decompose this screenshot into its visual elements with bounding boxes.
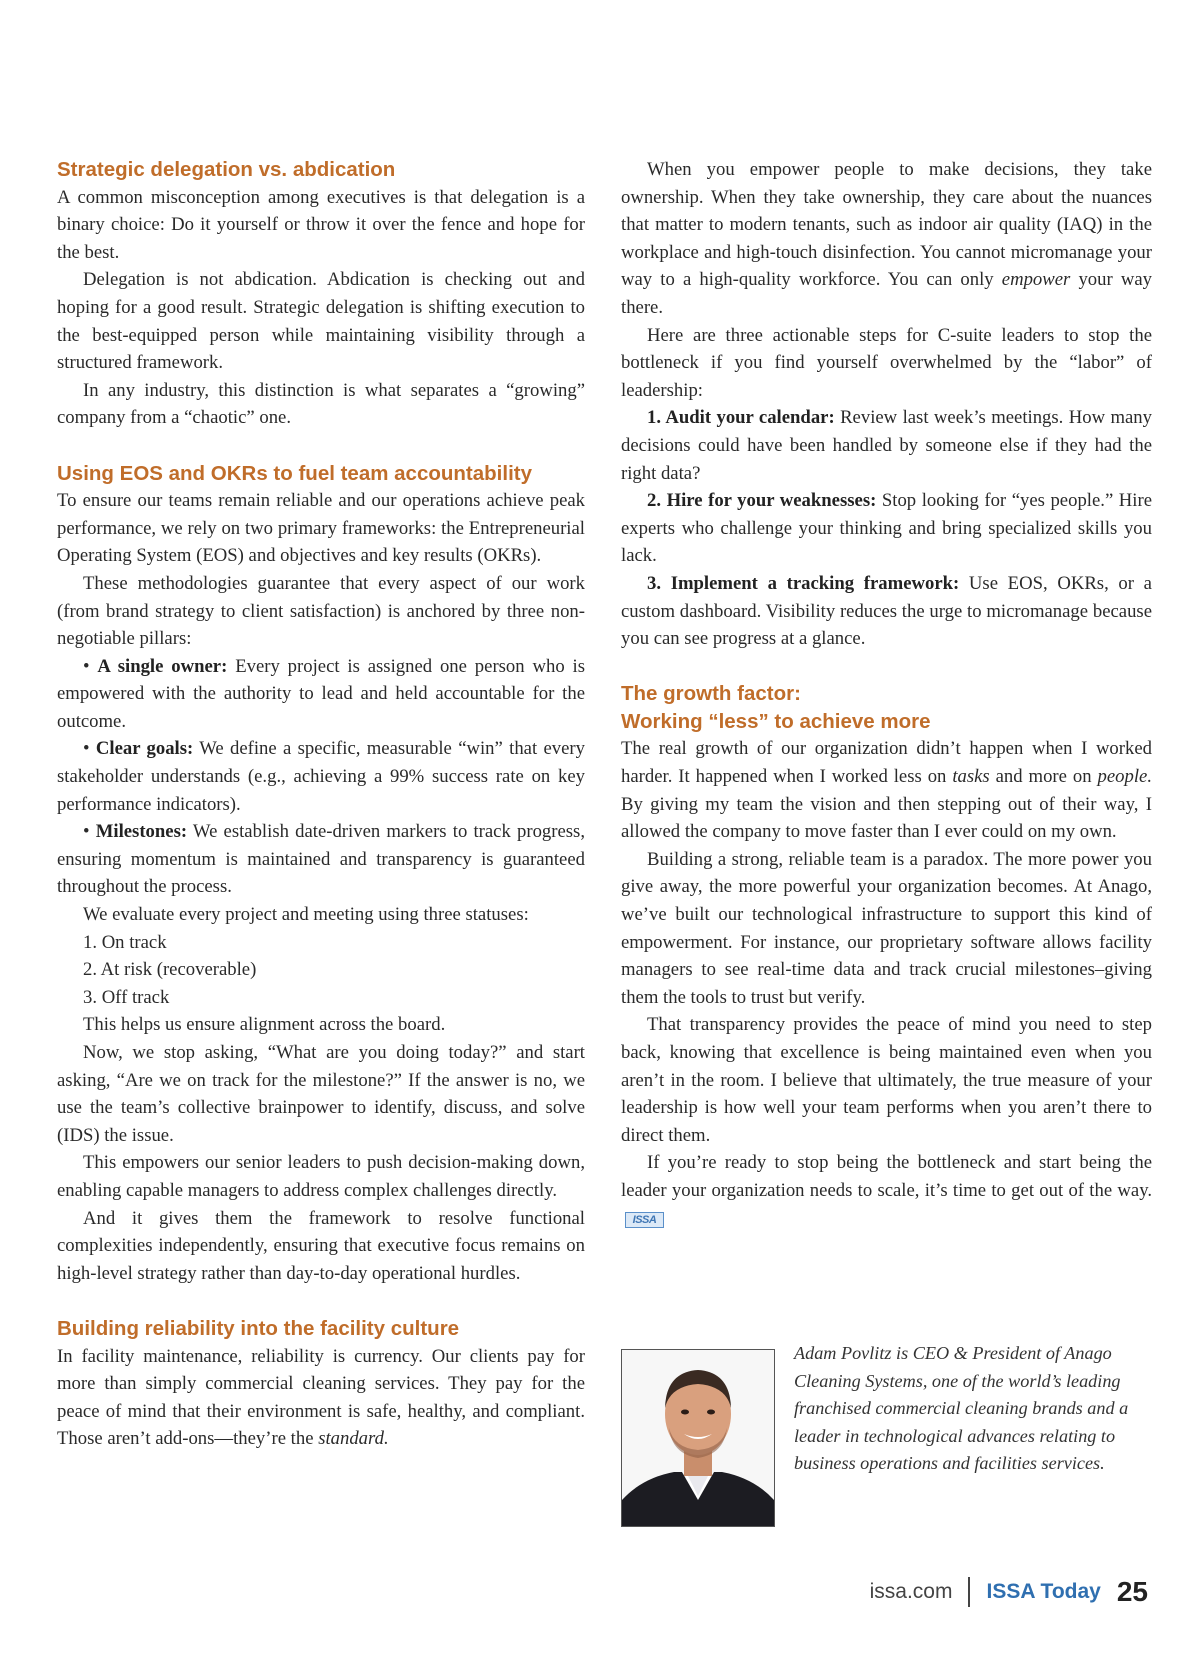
step-item: [621, 404, 1152, 487]
heading-eos-okrs: Using EOS and OKRs to fuel team accountability: [57, 461, 532, 485]
step-text: Stop looking for “yes people.” Hire experts who challenge your thinking and bring specialized skills you lack.: [621, 490, 1153, 567]
paragraph: This helps us ensure alignment across the board.: [83, 1014, 446, 1036]
bullet-label: Milestones:: [95, 821, 188, 843]
status-item: 2. At risk (recoverable): [83, 959, 257, 981]
page-footer: [870, 1572, 1148, 1612]
step-text: Review last week’s meetings. How many decisions could have been handled by someone else if they had the right data?: [621, 407, 1152, 484]
bullet-item: • Clear goals: We define a specific, measurable “win” that every stakeholder understands (e.g., achieving a 99% success rate on key performance indicators).: [57, 738, 586, 815]
paragraph: Here are three actionable steps for C-suite leaders to stop the bottleneck if you find yourself overwhelmed by the “labor” of leadership:: [621, 324, 1152, 401]
step-label: 2. Hire for your weaknesses:: [647, 490, 877, 512]
paragraph: In facility maintenance, reliability is currency. Our clients pay for more than simply commercial cleaning services. They pay for the peace of mind that their environment is safe, healthy, and compliant. Those aren’t add-ons—they’re the standard.: [57, 1345, 585, 1450]
paragraph: If you’re ready to stop being the bottleneck and start being the leader your organization needs to scale, it’s time to get out of the way.ISSA: [621, 1152, 1152, 1226]
paragraph: That transparency provides the peace of mind you need to step back, knowing that excellence is being maintained even when you aren’t in the room. I believe that ultimately, the true measure of your leadership is how well your team performs when you aren’t there to direct them.: [621, 1014, 1152, 1146]
author-photo: [621, 1349, 775, 1527]
paragraph: These methodologies guarantee that every aspect of our work (from brand strategy to client satisfaction) is anchored by three non-negotiable pillars:: [57, 572, 585, 650]
footer-divider: [968, 1577, 970, 1607]
paragraph: When you empower people to make decisions, they take ownership. When they take ownership, they care about the nuances that matter to modern tenants, such as indoor air quality (IAQ) in the workplace and high-touch disinfection. You cannot micromanage your way to a high-quality workforce. You can only empower your way there.: [621, 159, 1152, 318]
footer-site: issa.com: [869, 1580, 953, 1603]
paragraph: Building a strong, reliable team is a paradox. The more power you give away, the more powerful your organization becomes. At Anago, we’ve built our technological infrastructure to support this kind of empowerment. For instance, our proprietary software allows facility managers to see real-time data and track crucial milestones–giving them the tools to trust but verify.: [621, 848, 1152, 1008]
paragraph: To ensure our teams remain reliable and our operations achieve peak performance, we rely on two primary frameworks: the Entrepreneurial Operating System (EOS) and objectives and key results (OKRs).: [57, 490, 585, 567]
paragraph: We evaluate every project and meeting using three statuses:: [83, 904, 529, 926]
step-item: [621, 487, 1152, 570]
issa-end-mark-icon: ISSA: [625, 1212, 664, 1228]
status-item: 1. On track: [83, 931, 167, 953]
emphasis: tasks: [952, 766, 990, 788]
emphasis: standard.: [318, 1428, 389, 1450]
author-portrait-icon: [622, 1350, 774, 1526]
left-column: [57, 156, 585, 1453]
bullet-item: • A single owner: Every project is assigned one person who is empowered with the authority to lead and held accountable for the outcome.: [57, 655, 585, 732]
emphasis: empower: [1001, 269, 1071, 291]
bullet-label: A single owner:: [97, 655, 228, 677]
right-column: [621, 156, 1152, 1232]
page-number: 25: [1116, 1576, 1148, 1607]
status-item: 3. Off track: [83, 986, 170, 1008]
bio-text: Adam Povlitz is CEO & President of Anago Cleaning Systems, one of the world’s leading franchised commercial cleaning brands and a leader in technological advances relating to business operations and facilities services.: [794, 1343, 1129, 1474]
bullet-text: We define a specific, measurable “win” that every stakeholder understands (e.g., achieving a 99% success rate on key performance indicators).: [57, 738, 586, 815]
paragraph: And it gives them the framework to resolve functional complexities independently, ensuring that executive focus remains on high-level strategy rather than day-to-day operational hurdles.: [57, 1207, 585, 1284]
heading-building-reliability: Building reliability into the facility culture: [57, 1316, 460, 1340]
footer-magazine-name: ISSA Today: [986, 1580, 1101, 1603]
paragraph: The real growth of our organization didn’t happen when I worked harder. It happened when I worked less on tasks and more on people. By giving my team the vision and then stepping out of their way, I allowed the company to move faster than I ever could on my own.: [621, 738, 1152, 843]
bullet-label: Clear goals:: [95, 738, 194, 760]
emphasis: people.: [1097, 766, 1152, 788]
paragraph: A common misconception among executives is that delegation is a binary choice: Do it yourself or throw it over the fence and hope for the best.: [57, 186, 585, 263]
bullet-item: • Milestones: We establish date-driven markers to track progress, ensuring momentum is maintained and transparency is guaranteed throughout the process.: [57, 821, 585, 898]
author-bio: [794, 1340, 1154, 1478]
paragraph: Now, we stop asking, “What are you doing today?” and start asking, “Are we on track for the milestone?” If the answer is no, we use the team’s collective brainpower to identify, discuss, and solve (IDS) the issue.: [57, 1042, 585, 1146]
step-item: [621, 570, 1152, 653]
paragraph: This empowers our senior leaders to push decision-making down, enabling capable managers to address complex challenges directly.: [57, 1152, 585, 1201]
bullet-text: We establish date-driven markers to track progress, ensuring momentum is maintained and transparency is guaranteed throughout the process.: [57, 821, 585, 898]
heading-growth-factor: The growth factor: Working “less” to achieve more: [621, 682, 931, 733]
step-text: Use EOS, OKRs, or a custom dashboard. Visibility reduces the urge to micromanage because you can see progress at a glance.: [621, 572, 1152, 650]
paragraph: In any industry, this distinction is what separates a “growing” company from a “chaotic” one.: [57, 379, 585, 429]
step-label: 1. Audit your calendar:: [647, 407, 835, 429]
step-label: 3. Implement a tracking framework:: [647, 572, 960, 594]
paragraph: Delegation is not abdication. Abdication is checking out and hoping for a good result. Strategic delegation is shifting execution to the best-equipped person while maintaining visibility through a structured framework.: [57, 269, 585, 374]
bullet-text: Every project is assigned one person who is empowered with the authority to lead and held accountable for the outcome.: [57, 655, 585, 732]
heading-strategic-delegation: Strategic delegation vs. abdication: [57, 158, 396, 181]
